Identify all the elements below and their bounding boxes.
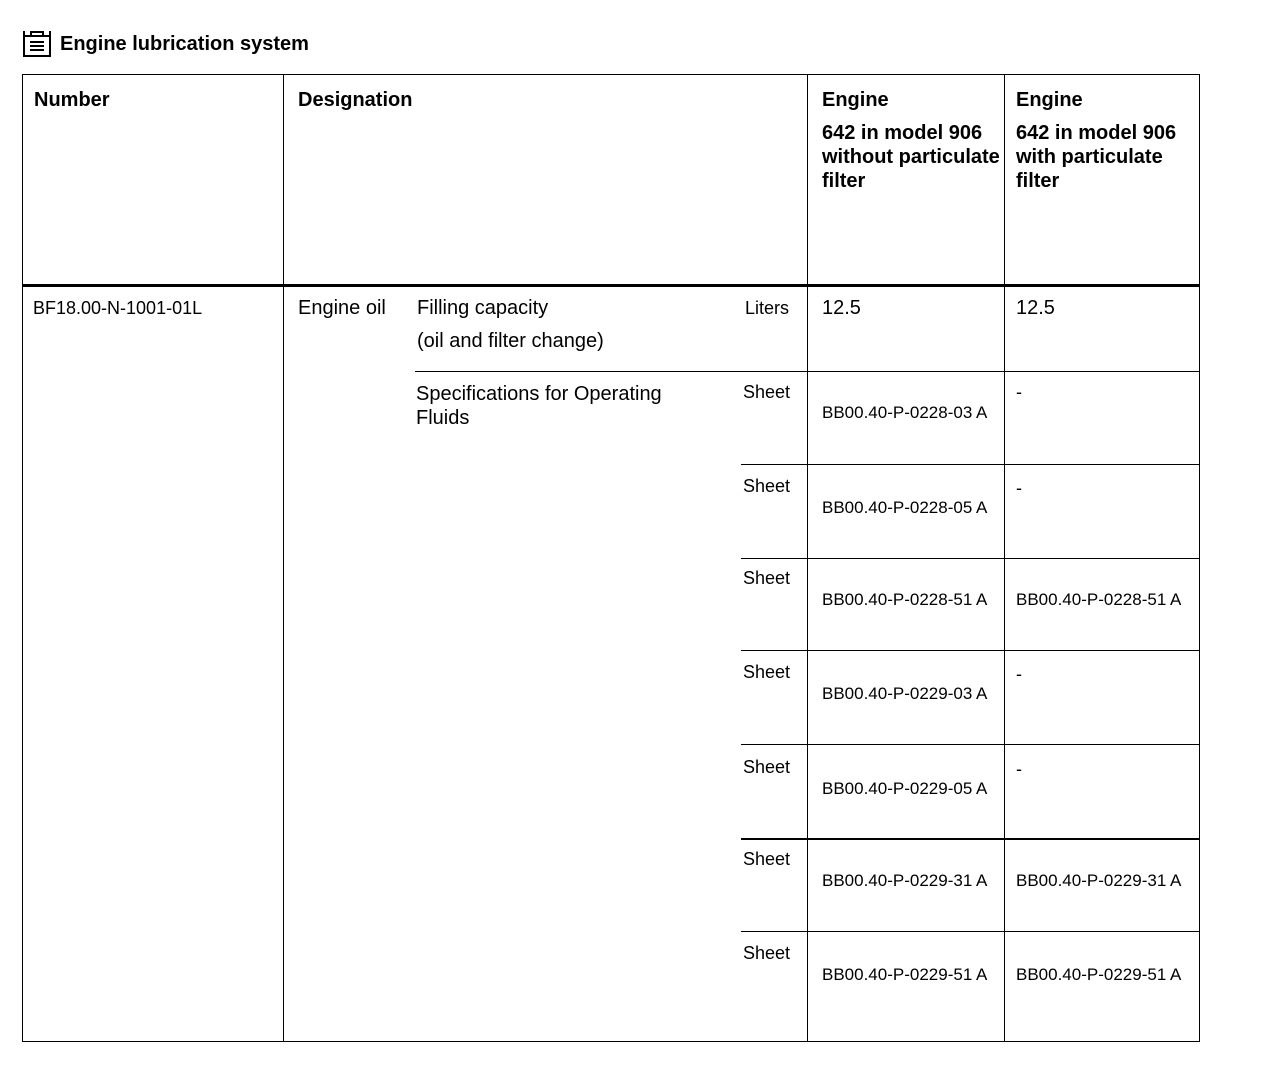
sheet-with: BB00.40-P-0229-51 A	[1016, 965, 1182, 984]
sheet-without: BB00.40-P-0229-31 A	[822, 871, 988, 890]
filling-capacity-unit: Liters	[745, 298, 790, 318]
notice-doc-icon	[22, 30, 52, 58]
sheet-unit: Sheet	[743, 382, 791, 402]
header-number: Number	[34, 89, 110, 111]
designation-engine-oil: Engine oil	[298, 297, 386, 319]
sheet-without: BB00.40-P-0229-51 A	[822, 965, 988, 984]
table-border-left	[22, 74, 23, 1042]
sheet-with: -	[1016, 664, 1022, 684]
sheet-unit: Sheet	[743, 568, 791, 588]
row-divider-filling	[415, 371, 1200, 372]
sheet-unit: Sheet	[743, 476, 791, 496]
sheet-without: BB00.40-P-0228-51 A	[822, 590, 988, 609]
specs-table	[22, 74, 1200, 1042]
row-divider	[741, 838, 1200, 840]
row-divider	[741, 744, 1200, 745]
filling-value-with: 12.5	[1016, 297, 1055, 319]
filling-capacity-label: Filling capacity	[417, 297, 549, 319]
sheet-with: -	[1016, 382, 1022, 402]
col-divider-number	[283, 74, 284, 1042]
header-designation: Designation	[298, 89, 413, 111]
row-divider	[741, 464, 1200, 465]
sheet-without: BB00.40-P-0228-05 A	[822, 498, 988, 517]
filling-capacity-sublabel: (oil and filter change)	[417, 330, 604, 352]
page-title-block	[22, 28, 309, 60]
header-engine-without-detail: 642 in model 906 without particulate filter	[822, 122, 1000, 192]
header-engine-with-detail: 642 in model 906 with particulate filter	[1016, 122, 1177, 192]
row-divider	[741, 650, 1200, 651]
sheet-without: BB00.40-P-0229-03 A	[822, 684, 988, 703]
table-border-bottom	[22, 1041, 1200, 1042]
filling-value-without: 12.5	[822, 297, 861, 319]
sheet-unit: Sheet	[743, 662, 791, 682]
sheet-with: -	[1016, 759, 1022, 779]
header-divider	[22, 284, 1200, 287]
sheet-with: BB00.40-P-0228-51 A	[1016, 590, 1182, 609]
header-engine-without-label: Engine	[822, 89, 889, 111]
sheet-with: -	[1016, 478, 1022, 498]
header-engine-with	[1016, 88, 1192, 193]
table-border-top	[22, 74, 1200, 75]
row-divider	[741, 558, 1200, 559]
sheet-unit: Sheet	[743, 943, 791, 963]
sheet-without: BB00.40-P-0228-03 A	[822, 403, 988, 422]
header-engine-with-label: Engine	[1016, 89, 1083, 111]
row-divider	[741, 931, 1200, 932]
sheet-without: BB00.40-P-0229-05 A	[822, 779, 988, 798]
page-title: Engine lubrication system	[60, 33, 309, 55]
header-engine-without	[822, 88, 1002, 193]
sheet-unit: Sheet	[743, 757, 791, 777]
sheet-unit: Sheet	[743, 849, 791, 869]
specifications-label: Specifications for Operating Fluids	[416, 383, 662, 429]
part-number: BF18.00-N-1001-01L	[33, 298, 203, 318]
sheet-with: BB00.40-P-0229-31 A	[1016, 871, 1182, 890]
